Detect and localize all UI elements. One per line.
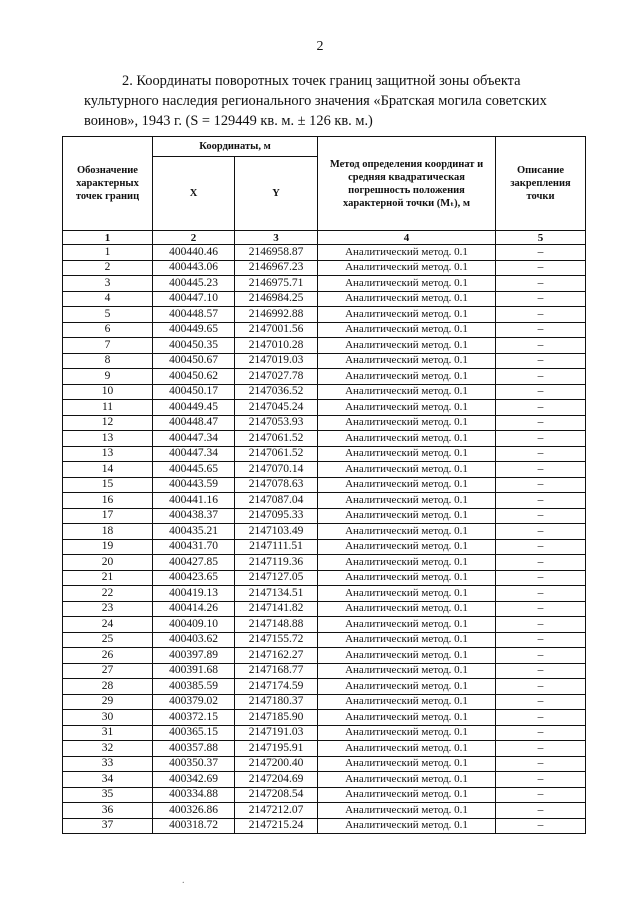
cell-y: 2147141.82: [235, 601, 318, 617]
cell-x: 400350.37: [153, 756, 235, 772]
cell-point-number: 11: [63, 400, 153, 416]
cell-x: 400385.59: [153, 679, 235, 695]
cell-fixing: –: [496, 291, 586, 307]
cell-x: 400450.35: [153, 338, 235, 354]
cell-y: 2147010.28: [235, 338, 318, 354]
cell-y: 2147185.90: [235, 710, 318, 726]
cell-method: Аналитический метод. 0.1: [318, 384, 496, 400]
cell-method: Аналитический метод. 0.1: [318, 260, 496, 276]
cell-method: Аналитический метод. 0.1: [318, 756, 496, 772]
cell-y: 2147180.37: [235, 694, 318, 710]
cell-point-number: 22: [63, 586, 153, 602]
cell-y: 2147061.52: [235, 431, 318, 447]
cell-x: 400403.62: [153, 632, 235, 648]
table-row: [63, 694, 586, 710]
cell-fixing: –: [496, 524, 586, 540]
cell-fixing: –: [496, 725, 586, 741]
table-row: [63, 245, 586, 261]
table-row: [63, 338, 586, 354]
heading-line-3: воинов», 1943 г. (S = 129449 кв. м. ± 126 кв. м.): [84, 113, 373, 129]
cell-x: 400443.59: [153, 477, 235, 493]
cell-method: Аналитический метод. 0.1: [318, 570, 496, 586]
header-method: Метод определения координат и средняя квадратическая погрешность положения характерной точки (Mₜ), м: [318, 137, 496, 231]
cell-point-number: 18: [63, 524, 153, 540]
cell-fixing: –: [496, 601, 586, 617]
cell-point-number: 19: [63, 539, 153, 555]
header-y: Y: [235, 157, 318, 231]
cell-method: Аналитический метод. 0.1: [318, 291, 496, 307]
cell-x: 400450.17: [153, 384, 235, 400]
cell-y: 2147053.93: [235, 415, 318, 431]
cell-point-number: 26: [63, 648, 153, 664]
heading-line-2: культурного наследия регионального значения «Братская могила советских: [84, 93, 547, 109]
cell-fixing: –: [496, 446, 586, 462]
cell-fixing: –: [496, 276, 586, 292]
cell-fixing: –: [496, 369, 586, 385]
cell-y: 2147215.24: [235, 818, 318, 834]
cell-y: 2147155.72: [235, 632, 318, 648]
table-row: [63, 400, 586, 416]
cell-y: 2147168.77: [235, 663, 318, 679]
cell-fixing: –: [496, 710, 586, 726]
cell-y: 2146975.71: [235, 276, 318, 292]
cell-x: 400435.21: [153, 524, 235, 540]
cell-fixing: –: [496, 663, 586, 679]
cell-method: Аналитический метод. 0.1: [318, 694, 496, 710]
table-body: [63, 245, 586, 834]
cell-method: Аналитический метод. 0.1: [318, 679, 496, 695]
cell-point-number: 34: [63, 772, 153, 788]
cell-method: Аналитический метод. 0.1: [318, 322, 496, 338]
cell-y: 2146967.23: [235, 260, 318, 276]
table-row: [63, 663, 586, 679]
page-number: 2: [316, 39, 324, 54]
table-row: [63, 570, 586, 586]
cell-method: Аналитический метод. 0.1: [318, 369, 496, 385]
cell-method: Аналитический метод. 0.1: [318, 524, 496, 540]
cell-point-number: 1: [63, 245, 153, 261]
cell-fixing: –: [496, 245, 586, 261]
cell-fixing: –: [496, 338, 586, 354]
cell-fixing: –: [496, 353, 586, 369]
cell-y: 2147200.40: [235, 756, 318, 772]
cell-x: 400423.65: [153, 570, 235, 586]
cell-y: 2147148.88: [235, 617, 318, 633]
table-row: [63, 369, 586, 385]
cell-y: 2147119.36: [235, 555, 318, 571]
table-row: [63, 384, 586, 400]
cell-method: Аналитический метод. 0.1: [318, 632, 496, 648]
cell-method: Аналитический метод. 0.1: [318, 493, 496, 509]
table-row: [63, 710, 586, 726]
cell-point-number: 13: [63, 446, 153, 462]
cell-fixing: –: [496, 694, 586, 710]
cell-fixing: –: [496, 322, 586, 338]
cell-method: Аналитический метод. 0.1: [318, 508, 496, 524]
header-x: X: [153, 157, 235, 231]
cell-y: 2147036.52: [235, 384, 318, 400]
cell-method: Аналитический метод. 0.1: [318, 477, 496, 493]
heading-line-1: 2. Координаты поворотных точек границ защитной зоны объекта: [122, 73, 521, 89]
cell-point-number: 30: [63, 710, 153, 726]
cell-point-number: 35: [63, 787, 153, 803]
cell-method: Аналитический метод. 0.1: [318, 446, 496, 462]
cell-x: 400372.15: [153, 710, 235, 726]
cell-fixing: –: [496, 260, 586, 276]
cell-point-number: 36: [63, 803, 153, 819]
cell-method: Аналитический метод. 0.1: [318, 276, 496, 292]
cell-point-number: 12: [63, 415, 153, 431]
cell-x: 400431.70: [153, 539, 235, 555]
cell-fixing: –: [496, 570, 586, 586]
cell-y: 2146958.87: [235, 245, 318, 261]
cell-point-number: 4: [63, 291, 153, 307]
cell-fixing: –: [496, 803, 586, 819]
cell-fixing: –: [496, 617, 586, 633]
cell-y: 2147027.78: [235, 369, 318, 385]
cell-fixing: –: [496, 741, 586, 757]
cell-point-number: 24: [63, 617, 153, 633]
cell-method: Аналитический метод. 0.1: [318, 555, 496, 571]
cell-method: Аналитический метод. 0.1: [318, 772, 496, 788]
header-point-designation: Обозначение характерных точек границ: [63, 137, 153, 231]
table-row: [63, 508, 586, 524]
cell-y: 2147095.33: [235, 508, 318, 524]
cell-point-number: 23: [63, 601, 153, 617]
table-row: [63, 617, 586, 633]
table-row: [63, 462, 586, 478]
cell-point-number: 33: [63, 756, 153, 772]
table-row: [63, 632, 586, 648]
table-row: [63, 322, 586, 338]
cell-point-number: 21: [63, 570, 153, 586]
cell-point-number: 31: [63, 725, 153, 741]
cell-y: 2147134.51: [235, 586, 318, 602]
cell-y: 2147174.59: [235, 679, 318, 695]
table-row: [63, 353, 586, 369]
cell-point-number: 20: [63, 555, 153, 571]
cell-y: 2146984.25: [235, 291, 318, 307]
cell-y: 2147087.04: [235, 493, 318, 509]
table-row: [63, 648, 586, 664]
cell-method: Аналитический метод. 0.1: [318, 431, 496, 447]
cell-method: Аналитический метод. 0.1: [318, 353, 496, 369]
cell-point-number: 13: [63, 431, 153, 447]
table-row: [63, 493, 586, 509]
table-row: [63, 679, 586, 695]
cell-y: 2147208.54: [235, 787, 318, 803]
table-row: [63, 741, 586, 757]
cell-method: Аналитический метод. 0.1: [318, 741, 496, 757]
cell-method: Аналитический метод. 0.1: [318, 725, 496, 741]
cell-point-number: 32: [63, 741, 153, 757]
cell-method: Аналитический метод. 0.1: [318, 415, 496, 431]
column-number: 4: [318, 231, 496, 245]
cell-point-number: 6: [63, 322, 153, 338]
cell-x: 400414.26: [153, 601, 235, 617]
cell-method: Аналитический метод. 0.1: [318, 400, 496, 416]
cell-x: 400318.72: [153, 818, 235, 834]
cell-x: 400438.37: [153, 508, 235, 524]
cell-x: 400441.16: [153, 493, 235, 509]
cell-method: Аналитический метод. 0.1: [318, 539, 496, 555]
cell-method: Аналитический метод. 0.1: [318, 648, 496, 664]
column-number: 1: [63, 231, 153, 245]
cell-method: Аналитический метод. 0.1: [318, 787, 496, 803]
cell-fixing: –: [496, 400, 586, 416]
cell-fixing: –: [496, 493, 586, 509]
cell-method: Аналитический метод. 0.1: [318, 307, 496, 323]
cell-x: 400448.57: [153, 307, 235, 323]
table-row: [63, 307, 586, 323]
cell-fixing: –: [496, 679, 586, 695]
cell-y: 2147162.27: [235, 648, 318, 664]
cell-method: Аналитический метод. 0.1: [318, 338, 496, 354]
cell-x: 400365.15: [153, 725, 235, 741]
cell-y: 2147078.63: [235, 477, 318, 493]
cell-y: 2147103.49: [235, 524, 318, 540]
table-row: [63, 725, 586, 741]
cell-fixing: –: [496, 539, 586, 555]
cell-point-number: 2: [63, 260, 153, 276]
table-row: [63, 446, 586, 462]
cell-point-number: 27: [63, 663, 153, 679]
cell-point-number: 5: [63, 307, 153, 323]
cell-y: 2147191.03: [235, 725, 318, 741]
cell-y: 2147195.91: [235, 741, 318, 757]
cell-method: Аналитический метод. 0.1: [318, 617, 496, 633]
cell-y: 2147127.05: [235, 570, 318, 586]
cell-fixing: –: [496, 648, 586, 664]
cell-y: 2147001.56: [235, 322, 318, 338]
cell-point-number: 3: [63, 276, 153, 292]
cell-x: 400379.02: [153, 694, 235, 710]
cell-x: 400447.34: [153, 446, 235, 462]
table-row: [63, 555, 586, 571]
column-number: 5: [496, 231, 586, 245]
table-row: [63, 787, 586, 803]
cell-point-number: 17: [63, 508, 153, 524]
cell-x: 400419.13: [153, 586, 235, 602]
table-row: [63, 803, 586, 819]
section-heading: [84, 71, 578, 131]
column-number: 3: [235, 231, 318, 245]
cell-x: 400326.86: [153, 803, 235, 819]
table-row: [63, 524, 586, 540]
cell-y: 2146992.88: [235, 307, 318, 323]
cell-point-number: 29: [63, 694, 153, 710]
cell-fixing: –: [496, 307, 586, 323]
table-row: [63, 431, 586, 447]
cell-point-number: 15: [63, 477, 153, 493]
cell-x: 400447.10: [153, 291, 235, 307]
cell-x: 400450.67: [153, 353, 235, 369]
cell-x: 400397.89: [153, 648, 235, 664]
cell-y: 2147111.51: [235, 539, 318, 555]
cell-y: 2147045.24: [235, 400, 318, 416]
cell-fixing: –: [496, 508, 586, 524]
table-row: [63, 415, 586, 431]
cell-x: 400445.23: [153, 276, 235, 292]
column-number: 2: [153, 231, 235, 245]
cell-method: Аналитический метод. 0.1: [318, 601, 496, 617]
cell-x: 400357.88: [153, 741, 235, 757]
table-row: [63, 291, 586, 307]
cell-x: 400447.34: [153, 431, 235, 447]
cell-x: 400342.69: [153, 772, 235, 788]
cell-x: 400450.62: [153, 369, 235, 385]
cell-x: 400445.65: [153, 462, 235, 478]
coordinates-table: [62, 136, 586, 834]
cell-fixing: –: [496, 555, 586, 571]
cell-y: 2147204.69: [235, 772, 318, 788]
cell-point-number: 28: [63, 679, 153, 695]
cell-method: Аналитический метод. 0.1: [318, 818, 496, 834]
cell-fixing: –: [496, 462, 586, 478]
cell-fixing: –: [496, 632, 586, 648]
cell-x: 400409.10: [153, 617, 235, 633]
cell-x: 400443.06: [153, 260, 235, 276]
table-row: [63, 276, 586, 292]
cell-fixing: –: [496, 787, 586, 803]
cell-fixing: –: [496, 756, 586, 772]
cell-point-number: 10: [63, 384, 153, 400]
cell-point-number: 25: [63, 632, 153, 648]
cell-fixing: –: [496, 415, 586, 431]
header-coordinates: Координаты, м: [153, 137, 318, 157]
cell-fixing: –: [496, 477, 586, 493]
cell-fixing: –: [496, 772, 586, 788]
table-row: [63, 260, 586, 276]
cell-x: 400391.68: [153, 663, 235, 679]
cell-y: 2147212.07: [235, 803, 318, 819]
cell-method: Аналитический метод. 0.1: [318, 710, 496, 726]
cell-point-number: 14: [63, 462, 153, 478]
cell-method: Аналитический метод. 0.1: [318, 586, 496, 602]
table-row: [63, 756, 586, 772]
cell-point-number: 7: [63, 338, 153, 354]
cell-x: 400427.85: [153, 555, 235, 571]
cell-fixing: –: [496, 818, 586, 834]
cell-fixing: –: [496, 384, 586, 400]
table-row: [63, 586, 586, 602]
cell-point-number: 37: [63, 818, 153, 834]
table-row: [63, 477, 586, 493]
cell-method: Аналитический метод. 0.1: [318, 803, 496, 819]
cell-point-number: 16: [63, 493, 153, 509]
table-row: [63, 772, 586, 788]
cell-y: 2147061.52: [235, 446, 318, 462]
cell-fixing: –: [496, 586, 586, 602]
footer-mark: .: [182, 875, 185, 886]
cell-point-number: 8: [63, 353, 153, 369]
table-row: [63, 818, 586, 834]
table-row: [63, 539, 586, 555]
cell-point-number: 9: [63, 369, 153, 385]
cell-x: 400448.47: [153, 415, 235, 431]
cell-method: Аналитический метод. 0.1: [318, 663, 496, 679]
cell-fixing: –: [496, 431, 586, 447]
cell-x: 400440.46: [153, 245, 235, 261]
cell-x: 400449.65: [153, 322, 235, 338]
cell-x: 400449.45: [153, 400, 235, 416]
cell-x: 400334.88: [153, 787, 235, 803]
cell-method: Аналитический метод. 0.1: [318, 462, 496, 478]
cell-y: 2147019.03: [235, 353, 318, 369]
table-row: [63, 601, 586, 617]
header-fixing: Описание закрепления точки: [496, 137, 586, 231]
cell-method: Аналитический метод. 0.1: [318, 245, 496, 261]
cell-y: 2147070.14: [235, 462, 318, 478]
